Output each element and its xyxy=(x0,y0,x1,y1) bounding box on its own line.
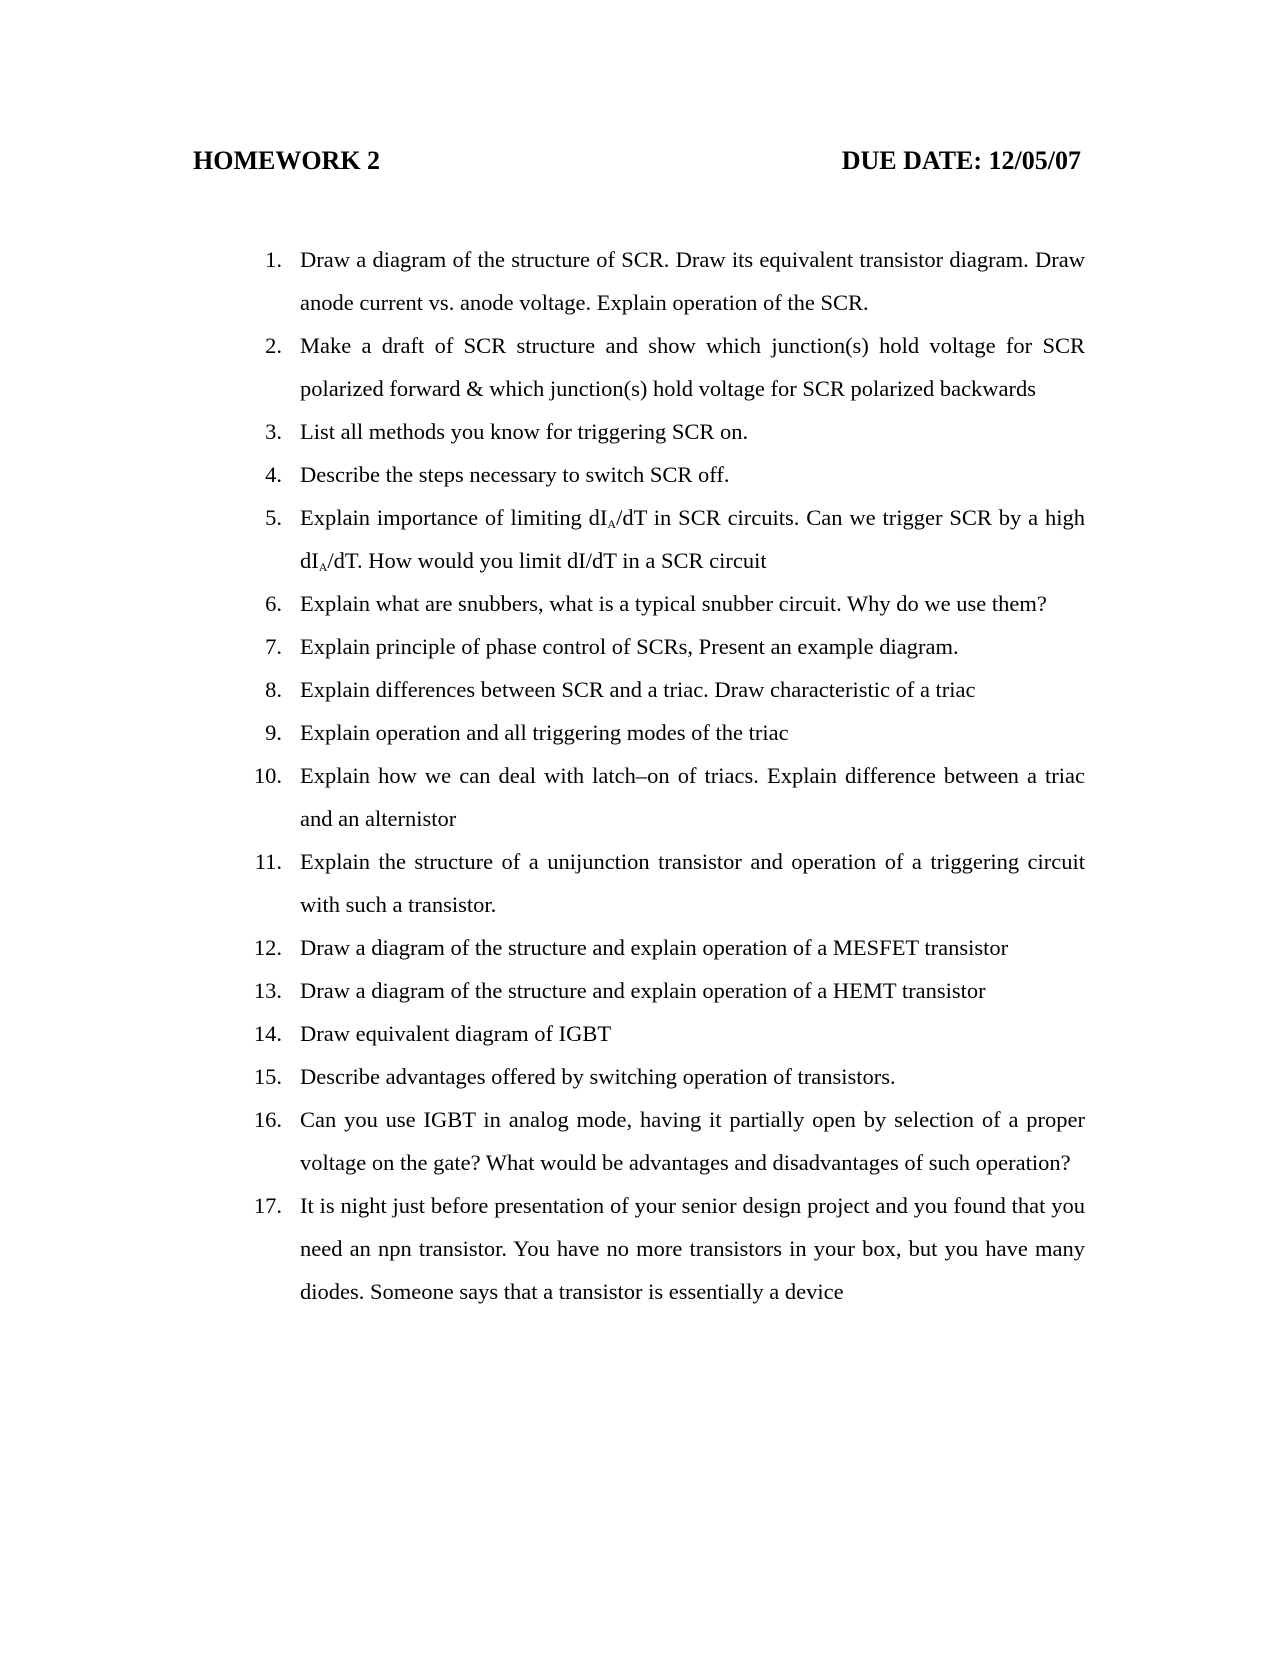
question-item xyxy=(0,840,1085,926)
question-number: 16. xyxy=(253,1107,282,1132)
question-item xyxy=(0,926,1085,969)
question-item xyxy=(0,1012,1085,1055)
question-text: Draw a diagram of the structure of SCR. Draw its equivalent transistor diagram. Draw anode current vs. anode voltage. Explain operation of the SCR. xyxy=(300,247,1085,315)
question-text: Make a draft of SCR structure and show which junction(s) hold voltage for SCR polarized forward & which junction(s) hold voltage for SCR polarized backwards xyxy=(300,333,1085,401)
question-item xyxy=(0,1184,1085,1313)
question-item xyxy=(0,410,1085,453)
question-number: 8. xyxy=(265,677,282,702)
question-number: 9. xyxy=(265,720,282,745)
question-number: 15. xyxy=(253,1064,282,1089)
question-item xyxy=(0,969,1085,1012)
question-number: 13. xyxy=(253,978,282,1003)
question-text: List all methods you know for triggering SCR on. xyxy=(300,419,749,444)
question-text: Draw equivalent diagram of IGBT xyxy=(300,1021,612,1046)
question-text: Describe the steps necessary to switch SCR off. xyxy=(300,462,730,487)
due-date: DUE DATE: 12/05/07 xyxy=(841,146,1081,175)
question-item xyxy=(0,711,1085,754)
question-item xyxy=(0,238,1085,324)
question-list xyxy=(0,238,1280,1313)
question-item xyxy=(0,1055,1085,1098)
question-text: It is night just before presentation of your senior design project and you found that you need an npn transistor. You have no more transistors in your box, but you have many diodes. Someone says that a transistor is essentially a device xyxy=(300,1193,1085,1304)
question-number: 17. xyxy=(253,1193,282,1218)
question-item xyxy=(0,582,1085,625)
question-text: Draw a diagram of the structure and explain operation of a HEMT transistor xyxy=(300,978,986,1003)
question-text: Explain operation and all triggering modes of the triac xyxy=(300,720,789,745)
question-text: Draw a diagram of the structure and explain operation of a MESFET transistor xyxy=(300,935,1009,960)
page-header xyxy=(193,146,1081,186)
question-text xyxy=(300,505,1085,573)
question-text-part: /dT in SCR circuits. Can we trigger SCR by a high dI xyxy=(300,505,1085,573)
question-item xyxy=(0,324,1085,410)
question-text: Explain how we can deal with latch–on of triacs. Explain difference between a triac and an alternistor xyxy=(300,763,1085,831)
question-number: 2. xyxy=(265,333,282,358)
question-number: 11. xyxy=(254,849,282,874)
question-number: 5. xyxy=(265,505,282,530)
question-number: 12. xyxy=(253,935,282,960)
question-item xyxy=(0,625,1085,668)
question-text: Explain what are snubbers, what is a typical snubber circuit. Why do we use them? xyxy=(300,591,1047,616)
page-title: HOMEWORK 2 xyxy=(193,146,381,175)
question-number: 14. xyxy=(253,1021,282,1046)
subscript-a: A xyxy=(607,517,617,531)
question-text: Describe advantages offered by switching operation of transistors. xyxy=(300,1064,896,1089)
question-item xyxy=(0,754,1085,840)
question-text: Explain the structure of a unijunction transistor and operation of a triggering circuit with such a transistor. xyxy=(300,849,1085,917)
question-item xyxy=(0,496,1085,582)
question-number: 4. xyxy=(265,462,282,487)
question-text: Can you use IGBT in analog mode, having it partially open by selection of a proper voltage on the gate? What would be advantages and disadvantages of such operation? xyxy=(300,1107,1085,1175)
question-number: 10. xyxy=(253,763,282,788)
question-item xyxy=(0,453,1085,496)
question-item xyxy=(0,668,1085,711)
question-number: 7. xyxy=(265,634,282,659)
question-text-part: Explain importance of limiting dI xyxy=(300,505,608,530)
question-number: 3. xyxy=(265,419,282,444)
subscript-a: A xyxy=(318,560,328,574)
question-text-part: /dT. How would you limit dI/dT in a SCR circuit xyxy=(327,548,767,573)
question-text: Explain differences between SCR and a triac. Draw characteristic of a triac xyxy=(300,677,976,702)
question-number: 1. xyxy=(265,247,282,272)
question-text: Explain principle of phase control of SCRs, Present an example diagram. xyxy=(300,634,959,659)
question-item xyxy=(0,1098,1085,1184)
question-number: 6. xyxy=(265,591,282,616)
